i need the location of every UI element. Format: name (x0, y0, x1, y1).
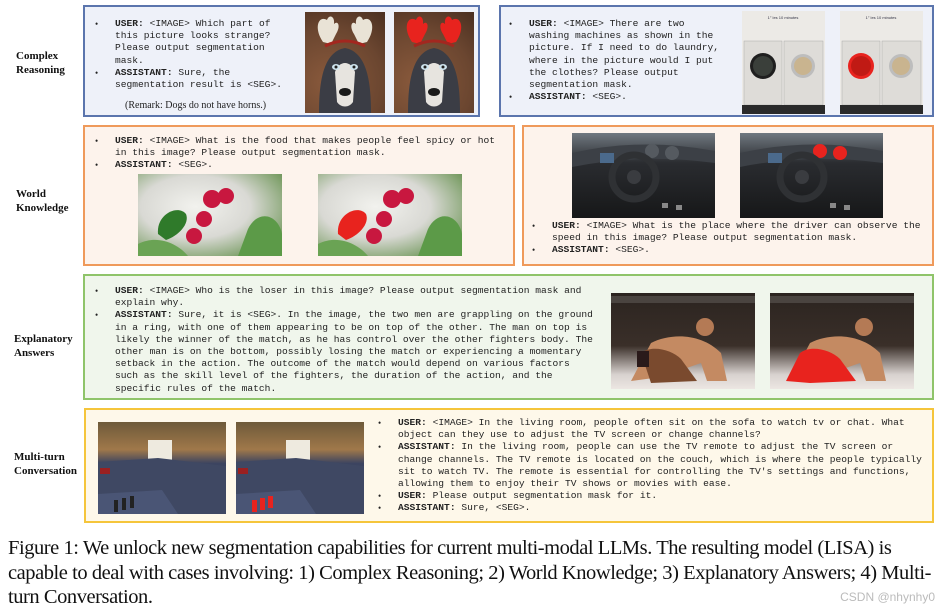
dialogue (530, 220, 930, 257)
dashboard-input-image (572, 133, 715, 218)
user-tag: USER: (398, 417, 427, 428)
row-label-line: Explanatory (14, 333, 73, 345)
dialogue (93, 135, 503, 172)
user-turn (93, 285, 593, 309)
user-text: <IMAGE> What is the place where the driver can observe the speed in this image? Please output segmentation mask. (552, 220, 921, 244)
user-turn (93, 135, 503, 159)
assistant-turn (530, 244, 930, 256)
row-label-multi-turn-conversation (14, 450, 77, 478)
radishes-input-image (138, 174, 282, 256)
dialogue (507, 18, 729, 103)
sofa-input-image (98, 422, 226, 514)
assistant-turn (507, 91, 729, 103)
dog-mask-illustration-icon (394, 12, 474, 113)
panel-multi-turn-conversation (84, 408, 934, 523)
row-label-complex-reasoning (16, 49, 65, 77)
user-turn (93, 18, 289, 67)
user-turn (507, 18, 729, 91)
row-label-world-knowledge (16, 187, 69, 215)
assistant-text: In the living room, people can use the TV remote to adjust the TV screen or change channels. The TV remote is located on the couch, which is where the people typically sit to watch TV. The remote is essential for controlling the TV's settings and functions, allowing them to enjoy their TV shows or movies with ease. (398, 441, 922, 490)
panel-world-knowledge-speed (522, 125, 934, 266)
fighters-input-image (611, 293, 755, 389)
panel-explanatory-answers (83, 274, 934, 400)
assistant-turn (376, 441, 926, 490)
assistant-tag: ASSISTANT: (398, 502, 456, 514)
sofa-illustration-icon (98, 422, 226, 514)
pepper-segmented-image (318, 174, 462, 256)
assistant-tag: ASSISTANT: (398, 441, 456, 453)
assistant-text: <SEG>. (592, 91, 627, 103)
radishes-illustration-icon (138, 174, 282, 256)
user-tag: USER: (115, 285, 144, 296)
assistant-turn (93, 159, 503, 171)
washing-machines-illustration-icon (742, 11, 825, 114)
washing-machines-mask-illustration-icon (840, 11, 923, 114)
panel-world-knowledge-spicy (83, 125, 515, 266)
user-turn (376, 490, 926, 502)
panel-complex-reasoning-laundry (499, 5, 934, 117)
user-tag: USER: (552, 220, 581, 231)
sofa-segmented-image (236, 422, 364, 514)
assistant-turn (93, 309, 593, 394)
dog-segmented-image (394, 12, 474, 113)
user-tag: USER: (115, 18, 144, 29)
svg-text:1° les 10 minutes: 1° les 10 minutes (767, 15, 799, 20)
assistant-tag: ASSISTANT: (115, 159, 173, 171)
row-label-line: Reasoning (16, 64, 65, 76)
user-text: <IMAGE> In the living room, people often sit on the sofa to watch tv or chat. What object can they use to adjust the TV screen or change channels? (398, 417, 905, 441)
fighters-illustration-icon (611, 293, 755, 389)
user-tag: USER: (398, 490, 427, 502)
assistant-turn (376, 502, 926, 514)
row-label-line: Complex (16, 50, 59, 62)
dog-input-image (305, 12, 385, 113)
row-label-explanatory-answers (14, 332, 73, 360)
dialogue (93, 18, 289, 91)
watermark: CSDN @nhynhy0 (840, 590, 935, 604)
dialogue (376, 417, 926, 515)
pepper-mask-illustration-icon (318, 174, 462, 256)
assistant-text: <SEG>. (615, 244, 650, 256)
speedometer-mask-illustration-icon (740, 133, 883, 218)
user-tag: USER: (529, 18, 558, 29)
washing-machines-input-image (742, 11, 825, 114)
row-label-line: Answers (14, 347, 55, 359)
user-text: <IMAGE> Which part of this picture looks strange? Please output segmentation mask. (115, 18, 271, 66)
user-turn (530, 220, 930, 244)
assistant-text: Sure, the segmentation result is <SEG>. (115, 66, 282, 91)
figure-caption: Figure 1: We unlock new segmentation capabilities for current multi-modal LLMs. The resulting model (LISA) is capable to deal with cases involving: 1) Complex Reasoning; 2) World Knowledge; 3) Explanatory Answers; 4) Multi-turn Conversation. (8, 537, 931, 608)
user-text: <IMAGE> There are two washing machines as shown in the picture. If I need to do laundry, where in the picture would I put the clothes? Please output segmentation mask. (529, 18, 719, 91)
row-label-line: Conversation (14, 465, 77, 477)
row-label-line: World (16, 188, 46, 200)
assistant-tag: ASSISTANT: (529, 91, 587, 103)
row-label-line: Multi-turn (14, 451, 65, 463)
user-text: <IMAGE> What is the food that makes people feel spicy or hot in this image? Please output segmentation mask. (115, 135, 495, 159)
loser-mask-illustration-icon (770, 293, 914, 389)
assistant-text: Sure, <SEG>. (461, 502, 531, 514)
dog-illustration-icon (305, 12, 385, 113)
panel-complex-reasoning-dog (83, 5, 480, 117)
user-tag: USER: (115, 135, 144, 146)
user-text: <IMAGE> Who is the loser in this image? Please output segmentation mask and explain why. (115, 285, 582, 309)
remark: (Remark: Dogs do not have horns.) (125, 100, 267, 111)
dialogue (93, 285, 593, 395)
svg-text:1° les 10 minutes: 1° les 10 minutes (865, 15, 897, 20)
user-turn (376, 417, 926, 441)
assistant-tag: ASSISTANT: (552, 244, 610, 256)
user-text: Please output segmentation mask for it. (432, 490, 658, 502)
assistant-turn (93, 67, 289, 91)
assistant-text: Sure, it is <SEG>. In the image, the two men are grappling on the ground in a ring, with one of them appearing to be on top of the other. The man on top is likely the winner of the match, as he has control over the other fighters body. The other man is on the bottom, possibly losing the match or experiencing a momentary setback in the action. The outcome of the match would depend on various factors such as the skill level of the fighters, the duration of the action, and the specific rules of the match. (115, 309, 593, 394)
row-label-line: Knowledge (16, 202, 69, 214)
remotes-mask-illustration-icon (236, 422, 364, 514)
assistant-text: <SEG>. (178, 159, 213, 171)
fighters-segmented-image (770, 293, 914, 389)
assistant-tag: ASSISTANT: (115, 309, 173, 321)
assistant-tag: ASSISTANT: (115, 66, 173, 78)
speedometer-segmented-image (740, 133, 883, 218)
dashboard-illustration-icon (572, 133, 715, 218)
washing-machines-segmented-image (840, 11, 923, 114)
